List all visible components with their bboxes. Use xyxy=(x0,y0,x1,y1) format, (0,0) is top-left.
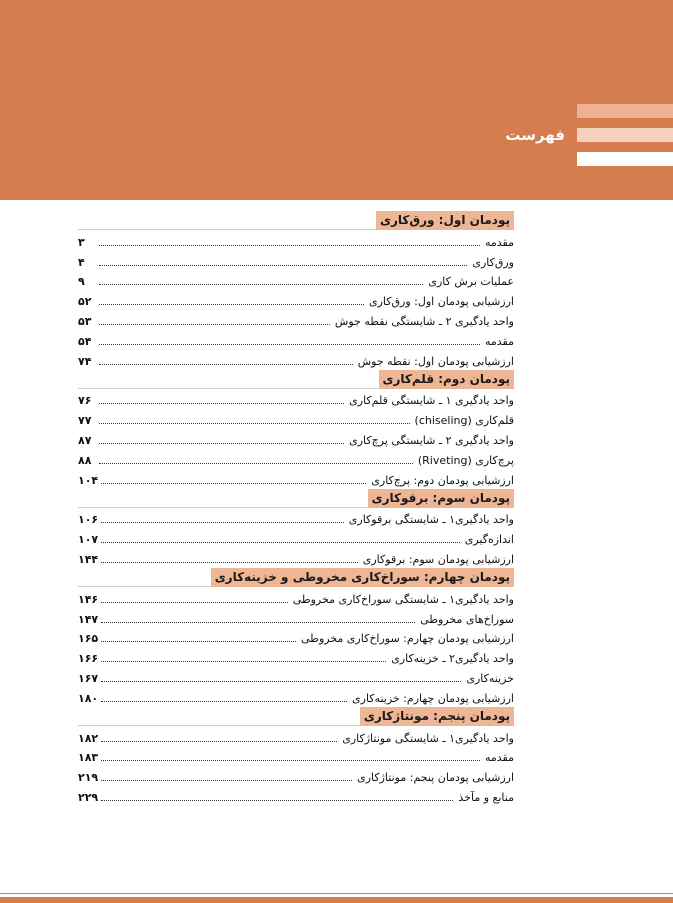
toc-entry-title: ارزشیابی پودمان سوم: برقوکاری xyxy=(362,552,514,566)
toc-entry-title: واحد یادگیری۲ ـ خزینه‌کاری xyxy=(391,652,514,666)
toc-entry-page-number: ۷۷ xyxy=(78,414,92,428)
footer-divider xyxy=(0,893,673,894)
dot-leader xyxy=(101,541,460,543)
toc-entry[interactable] xyxy=(78,309,514,329)
toc-entry-page-number: ۱۴۶ xyxy=(78,592,99,606)
toc-entry-page-number: ۱۰۴ xyxy=(78,473,99,487)
toc-entry-title: واحد یادگیری۱ ـ شایستگی مونتاژکاری xyxy=(342,731,514,745)
dot-leader xyxy=(99,283,423,285)
toc-entry[interactable] xyxy=(78,646,514,666)
toc-entry[interactable] xyxy=(78,230,514,250)
table-of-contents xyxy=(78,210,514,805)
toc-entry-page-number: ۵۴ xyxy=(78,334,92,348)
dot-leader xyxy=(99,264,467,266)
toc-entry[interactable] xyxy=(78,686,514,706)
dot-leader xyxy=(99,303,364,305)
toc-entry-page-number: ۷۴ xyxy=(78,354,92,368)
toc-entry-page-number: ۱۶۵ xyxy=(78,632,99,646)
dot-leader xyxy=(99,244,480,246)
dot-leader xyxy=(101,640,296,642)
section-title[interactable]: پودمان سوم: برقوکاری xyxy=(368,489,514,508)
toc-entry-page-number: ۵۲ xyxy=(78,295,92,309)
toc-entry-title: اندازه‌گیری xyxy=(464,533,514,547)
dot-leader xyxy=(99,442,344,444)
toc-entry-page-number: ۵۳ xyxy=(78,314,92,328)
toc-entry-title: واحد یادگیری۱ ـ شایستگی برقوکاری xyxy=(348,513,514,527)
toc-entry-title: سوراخ‌های مخروطی xyxy=(420,612,514,626)
toc-entry-title: ورق‌کاری xyxy=(472,255,514,269)
toc-entry[interactable] xyxy=(78,785,514,805)
toc-entry-title: ارزشیابی پودمان پنجم: مونتاژکاری xyxy=(357,771,514,785)
toc-entry-page-number: ۱۴۷ xyxy=(78,612,99,626)
decorative-stripe xyxy=(577,104,673,118)
dot-leader xyxy=(99,363,353,365)
toc-entry[interactable] xyxy=(78,587,514,607)
dot-leader xyxy=(101,561,358,563)
decorative-stripe xyxy=(577,128,673,142)
dot-leader xyxy=(99,462,413,464)
section-title[interactable]: پودمان اول: ورق‌کاری xyxy=(376,211,514,230)
toc-entry-title: پرچ‌کاری (Riveting) xyxy=(417,453,514,467)
toc-entry-page-number: ۲۱۹ xyxy=(78,771,99,785)
section-title[interactable]: پودمان چهارم: سوراخ‌کاری مخروطی و خزینه‌کاری xyxy=(211,568,514,587)
dot-leader xyxy=(101,740,337,742)
decorative-stripe xyxy=(577,152,673,166)
dot-leader xyxy=(101,621,415,623)
dot-leader xyxy=(101,680,461,682)
dot-leader xyxy=(101,660,386,662)
dot-leader xyxy=(99,343,480,345)
toc-entry-page-number: ۲۲۹ xyxy=(78,790,99,804)
toc-entry[interactable] xyxy=(78,250,514,270)
toc-entry-page-number: ۸۷ xyxy=(78,433,92,447)
toc-entry[interactable] xyxy=(78,329,514,349)
dot-leader xyxy=(101,779,352,781)
toc-entry-title: ارزشیابی پودمان دوم: پرچ‌کاری xyxy=(371,473,514,487)
toc-entry-page-number: ۱۸۲ xyxy=(78,731,99,745)
toc-entry-title: واحد یادگیری ۲ ـ شایستگی نقطه جوش xyxy=(334,314,514,328)
toc-entry-page-number: ۳ xyxy=(78,235,85,249)
toc-entry[interactable] xyxy=(78,389,514,409)
toc-entry-title: ارزشیابی پودمان چهارم: سوراخ‌کاری مخروطی xyxy=(301,632,514,646)
toc-entry-page-number: ۷۶ xyxy=(78,394,92,408)
toc-entry[interactable] xyxy=(78,726,514,746)
toc-entry[interactable] xyxy=(78,765,514,785)
header-banner xyxy=(0,0,673,200)
dot-leader xyxy=(101,521,344,523)
toc-entry-page-number: ۱۸۳ xyxy=(78,751,99,765)
toc-entry[interactable] xyxy=(78,448,514,468)
page-title: فهرست xyxy=(505,126,565,144)
toc-entry[interactable] xyxy=(78,746,514,766)
toc-entry[interactable] xyxy=(78,289,514,309)
toc-entry-page-number: ۸۸ xyxy=(78,453,92,467)
toc-entry-title: مقدمه xyxy=(484,751,514,765)
toc-entry[interactable] xyxy=(78,428,514,448)
section-heading-row xyxy=(78,567,514,587)
dot-leader xyxy=(101,601,288,603)
toc-entry-title: ارزشیابی پودمان اول: نقطه جوش xyxy=(357,354,514,368)
toc-entry-page-number: ۱۴۴ xyxy=(78,552,99,566)
toc-entry-title: ارزشیابی پودمان اول: ورق‌کاری xyxy=(369,295,514,309)
toc-entry-title: واحد یادگیری ۲ ـ شایستگی پرچ‌کاری xyxy=(349,433,514,447)
toc-entry[interactable] xyxy=(78,666,514,686)
toc-entry-title: عملیات برش کاری xyxy=(428,275,514,289)
toc-entry-page-number: ۱۰۷ xyxy=(78,533,99,547)
toc-entry[interactable] xyxy=(78,270,514,290)
toc-entry-title: مقدمه xyxy=(484,235,514,249)
toc-entry-title: واحد یادگیری ۱ ـ شایستگی قلم‌کاری xyxy=(349,394,514,408)
dot-leader xyxy=(101,799,453,801)
toc-entry-title: ارزشیابی پودمان چهارم: خزینه‌کاری xyxy=(352,691,514,705)
toc-entry-title: واحد یادگیری۱ ـ شایستگی سوراخ‌کاری مخروطی xyxy=(292,592,514,606)
toc-entry[interactable] xyxy=(78,627,514,647)
section-heading-row xyxy=(78,369,514,389)
section-title[interactable]: پودمان دوم: قلم‌کاری xyxy=(379,370,515,389)
dot-leader xyxy=(101,482,366,484)
toc-entry-page-number: ۱۰۶ xyxy=(78,513,99,527)
section-title[interactable]: پودمان پنجم: مونتاژکاری xyxy=(360,707,514,726)
dot-leader xyxy=(101,759,480,761)
section-heading-row xyxy=(78,210,514,230)
toc-entry[interactable] xyxy=(78,547,514,567)
toc-entry[interactable] xyxy=(78,508,514,528)
section-heading-row xyxy=(78,706,514,726)
toc-entry-title: خزینه‌کاری xyxy=(466,671,514,685)
toc-entry[interactable] xyxy=(78,468,514,488)
dot-leader xyxy=(99,422,410,424)
toc-entry-page-number: ۹ xyxy=(78,275,85,289)
dot-leader xyxy=(99,402,344,404)
dot-leader xyxy=(99,323,330,325)
section-heading-row xyxy=(78,488,514,508)
toc-entry-page-number: ۴ xyxy=(78,255,85,269)
toc-entry-page-number: ۱۸۰ xyxy=(78,691,99,705)
toc-entry[interactable] xyxy=(78,349,514,369)
toc-entry[interactable] xyxy=(78,607,514,627)
toc-entry-title: مقدمه xyxy=(484,334,514,348)
dot-leader xyxy=(101,700,347,702)
toc-entry[interactable] xyxy=(78,408,514,428)
toc-entry-title: منابع و مآخذ xyxy=(458,790,514,804)
toc-entry-page-number: ۱۶۶ xyxy=(78,652,99,666)
toc-entry-page-number: ۱۶۷ xyxy=(78,671,99,685)
footer-bar xyxy=(0,897,673,903)
toc-entry[interactable] xyxy=(78,527,514,547)
toc-entry-title: قلم‌کاری (chiseling) xyxy=(414,414,514,428)
